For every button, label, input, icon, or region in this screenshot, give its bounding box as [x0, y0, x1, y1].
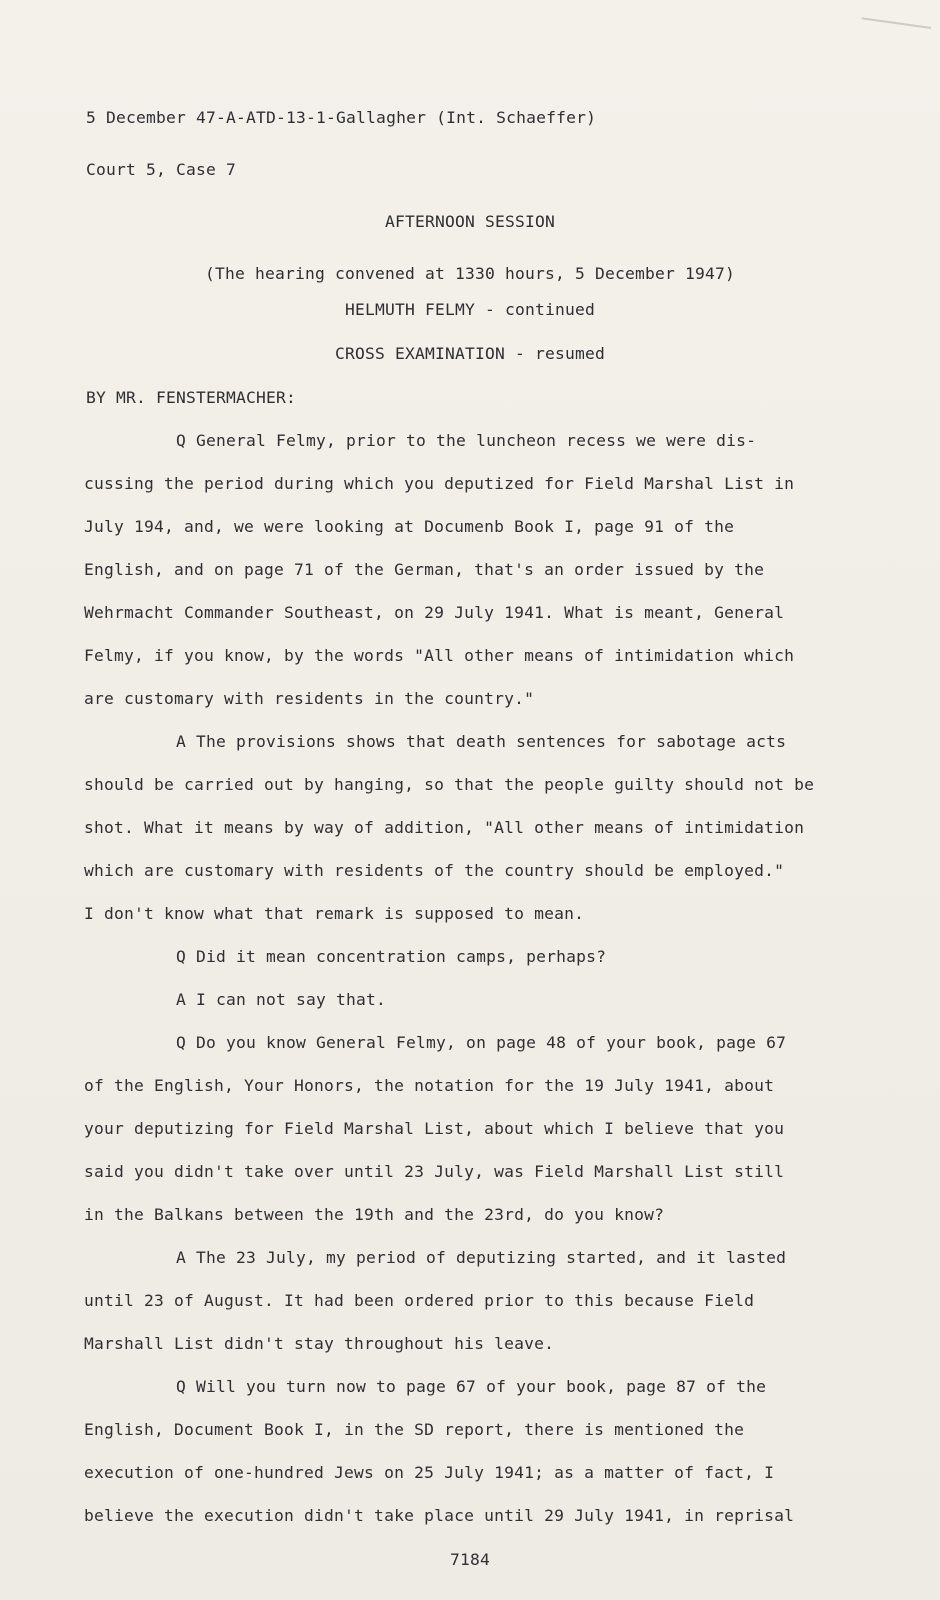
transcript-line: execution of one-hundred Jews on 25 July 1941; as a matter of fact, I: [84, 1463, 775, 1482]
transcript-line: Marshall List didn't stay throughout his leave.: [84, 1334, 555, 1353]
examination-type: CROSS EXAMINATION - resumed: [334, 344, 606, 363]
transcript-line: English, and on page 71 of the German, that's an order issued by the: [84, 560, 765, 579]
transcript-line: Wehrmacht Commander Southeast, on 29 July 1941. What is meant, General: [84, 603, 785, 622]
transcript-line: in the Balkans between the 19th and the 23rd, do you know?: [84, 1205, 665, 1224]
transcript-line: which are customary with residents of the country should be employed.": [84, 861, 785, 880]
transcript-line: I don't know what that remark is supposed to mean.: [84, 904, 585, 923]
transcript-line: July 194, and, we were looking at Documenb Book I, page 91 of the: [84, 517, 735, 536]
transcript-line: your deputizing for Field Marshal List, about which I believe that you: [84, 1119, 785, 1138]
transcript-line: A The provisions shows that death sentences for sabotage acts: [176, 732, 787, 751]
witness-name: HELMUTH FELMY - continued: [344, 300, 596, 319]
transcript-line: shot. What it means by way of addition, "All other means of intimidation: [84, 818, 805, 837]
session-convened: (The hearing convened at 1330 hours, 5 December 1947): [204, 264, 736, 283]
session-title: AFTERNOON SESSION: [384, 212, 556, 231]
transcript-line: should be carried out by hanging, so that the people guilty should not be: [84, 775, 815, 794]
transcript-line: Q General Felmy, prior to the luncheon recess we were dis-: [176, 431, 757, 450]
transcript-line: Felmy, if you know, by the words "All other means of intimidation which: [84, 646, 795, 665]
transcript-line: English, Document Book I, in the SD report, there is mentioned the: [84, 1420, 745, 1439]
examiner-line: BY MR. FENSTERMACHER:: [86, 388, 297, 407]
transcript-line: are customary with residents in the country.": [84, 689, 535, 708]
transcript-line: Q Do you know General Felmy, on page 48 of your book, page 67: [176, 1033, 787, 1052]
transcript-line: believe the execution didn't take place until 29 July 1941, in reprisal: [84, 1506, 795, 1525]
paper-edge-mark: [859, 17, 931, 47]
transcript-line: Q Will you turn now to page 67 of your book, page 87 of the: [176, 1377, 767, 1396]
transcript-line: of the English, Your Honors, the notation for the 19 July 1941, about: [84, 1076, 775, 1095]
transcript-line: A I can not say that.: [176, 990, 387, 1009]
transcript-line: said you didn't take over until 23 July, was Field Marshall List still: [84, 1162, 785, 1181]
header-line-2: Court 5, Case 7: [86, 160, 237, 179]
page-number: 7184: [449, 1550, 490, 1569]
transcript-line: cussing the period during which you deputized for Field Marshal List in: [84, 474, 795, 493]
header-line-1: 5 December 47-A-ATD-13-1-Gallagher (Int. Schaeffer): [86, 108, 597, 127]
transcript-line: A The 23 July, my period of deputizing started, and it lasted: [176, 1248, 787, 1267]
transcript-line: Q Did it mean concentration camps, perhaps?: [176, 947, 607, 966]
transcript-line: until 23 of August. It had been ordered prior to this because Field: [84, 1291, 755, 1310]
